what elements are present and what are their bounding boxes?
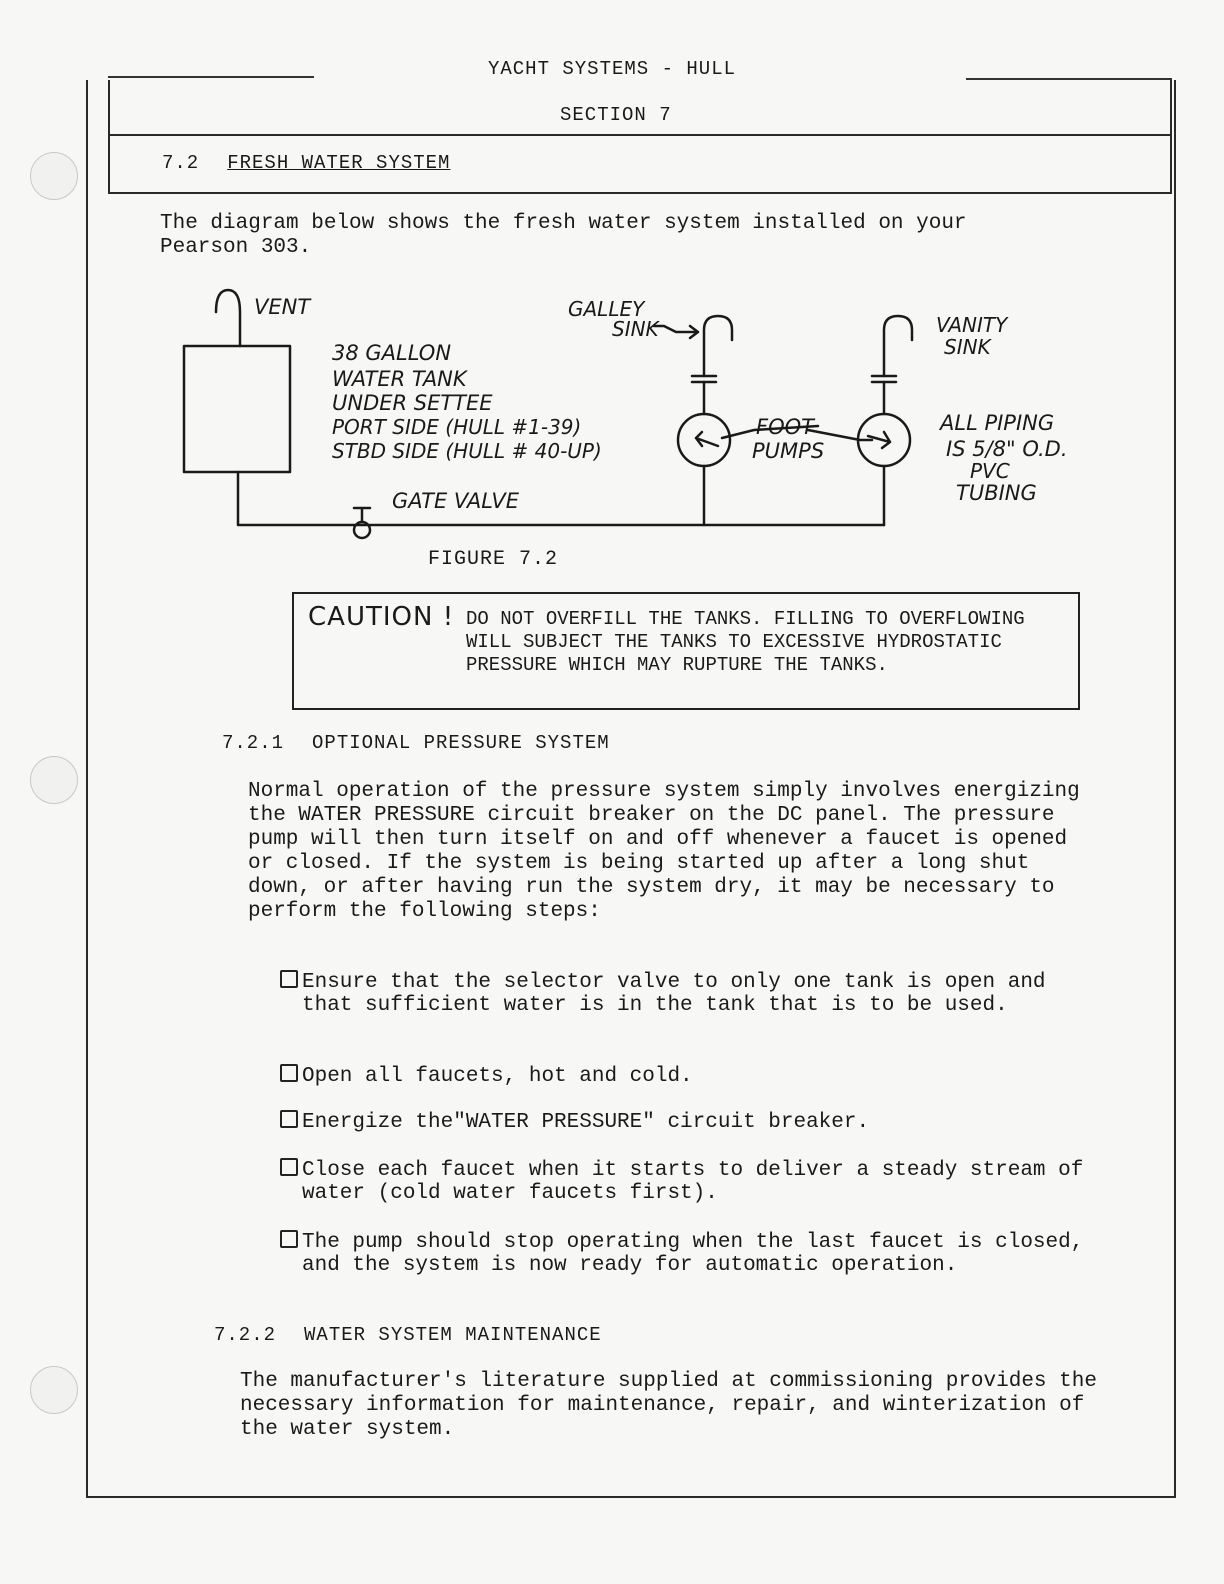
- piping-label-2: IS 5/8" O.D.: [946, 437, 1068, 461]
- heading-title: OPTIONAL PRESSURE SYSTEM: [312, 732, 610, 754]
- step-text: Ensure that the selector valve to only one tank is open and that sufficient water is in the tank that is to be used.: [302, 971, 1046, 1017]
- step-text: Open all faucets, hot and cold.: [302, 1065, 693, 1088]
- punch-hole: [30, 1366, 78, 1414]
- step-item: [280, 1230, 1102, 1277]
- intro-paragraph: The diagram below shows the fresh water system installed on your Pearson 303.: [160, 212, 967, 259]
- galley-faucet-icon: [704, 316, 732, 376]
- checkbox-icon: [280, 970, 298, 988]
- step-item: [280, 1110, 1102, 1134]
- step-text: Energize the"WATER PRESSURE" circuit breaker.: [302, 1111, 870, 1134]
- vanity-sink-label-1: VANITY: [936, 313, 1008, 337]
- heading-title: WATER SYSTEM MAINTENANCE: [304, 1324, 602, 1346]
- step-item: [280, 1158, 1102, 1205]
- galley-sink-label-2: SINK: [612, 317, 659, 341]
- fresh-water-diagram: [0, 0, 1224, 580]
- subsection-title: FRESH WATER SYSTEM: [227, 152, 451, 174]
- heading-7-2-1: [222, 732, 610, 754]
- pressure-system-paragraph: Normal operation of the pressure system simply involves energizing the WATER PRESSURE circuit breaker on the DC panel. The pressure pump will then turn itself on and off whenever a faucet is opened or closed. If the system is being started up after a long shut down, or after having run the system dry, it may be necessary to perform the following steps:: [248, 780, 1080, 923]
- checkbox-icon: [280, 1110, 298, 1128]
- checkbox-icon: [280, 1230, 298, 1248]
- tank-label-5: STBD SIDE (HULL # 40-UP): [332, 439, 602, 463]
- section-label: SECTION 7: [560, 104, 672, 126]
- galley-sink-label-1: GALLEY: [568, 297, 645, 321]
- heading-7-2-2: [214, 1324, 602, 1346]
- checkbox-icon: [280, 1064, 298, 1082]
- step-item: [280, 1064, 1102, 1088]
- maintenance-paragraph: The manufacturer's literature supplied at commissioning provides the necessary information for maintenance, repair, and winterization of the water system.: [240, 1370, 1097, 1441]
- punch-hole: [30, 756, 78, 804]
- tank-label-4: PORT SIDE (HULL #1-39): [332, 415, 582, 439]
- tank-label-2: WATER TANK: [332, 367, 467, 391]
- tank-label-3: UNDER SETTEE: [332, 391, 493, 415]
- step-text: Close each faucet when it starts to deliver a steady stream of water (cold water faucets first).: [302, 1159, 1084, 1205]
- caution-box: [292, 592, 1080, 710]
- heading-number: 7.2.2: [214, 1324, 277, 1346]
- running-header: YACHT SYSTEMS - HULL: [487, 58, 737, 80]
- vanity-faucet-icon: [884, 316, 912, 376]
- subsection-number: 7.2: [162, 152, 200, 174]
- tank-label-1: 38 GALLON: [332, 341, 452, 365]
- vent-label: VENT: [254, 295, 311, 319]
- caution-text: DO NOT OVERFILL THE TANKS. FILLING TO OVERFLOWING WILL SUBJECT THE TANKS TO EXCESSIVE HYDROSTATIC PRESSURE WHICH MAY RUPTURE THE TANKS.: [466, 608, 1025, 676]
- foot-pumps-label-2: PUMPS: [752, 439, 825, 463]
- caution-label: CAUTION !: [308, 602, 455, 632]
- checkbox-icon: [280, 1158, 298, 1176]
- vent-pipe: [216, 290, 240, 346]
- step-text: The pump should stop operating when the last faucet is closed, and the system is now ready for automatic operation.: [302, 1231, 1084, 1277]
- piping-label-3: PVC: [970, 459, 1010, 483]
- vanity-sink-label-2: SINK: [944, 335, 991, 359]
- heading-number: 7.2.1: [222, 732, 285, 754]
- piping-label-1: ALL PIPING: [940, 411, 1055, 435]
- figure-caption: FIGURE 7.2: [428, 548, 559, 571]
- gate-valve-label: GATE VALVE: [392, 489, 519, 513]
- supply-line: [238, 472, 884, 525]
- water-tank: [184, 346, 290, 472]
- step-item: [280, 970, 1102, 1017]
- piping-label-4: TUBING: [956, 481, 1037, 505]
- foot-pumps-label-1: FOOT: [756, 415, 814, 439]
